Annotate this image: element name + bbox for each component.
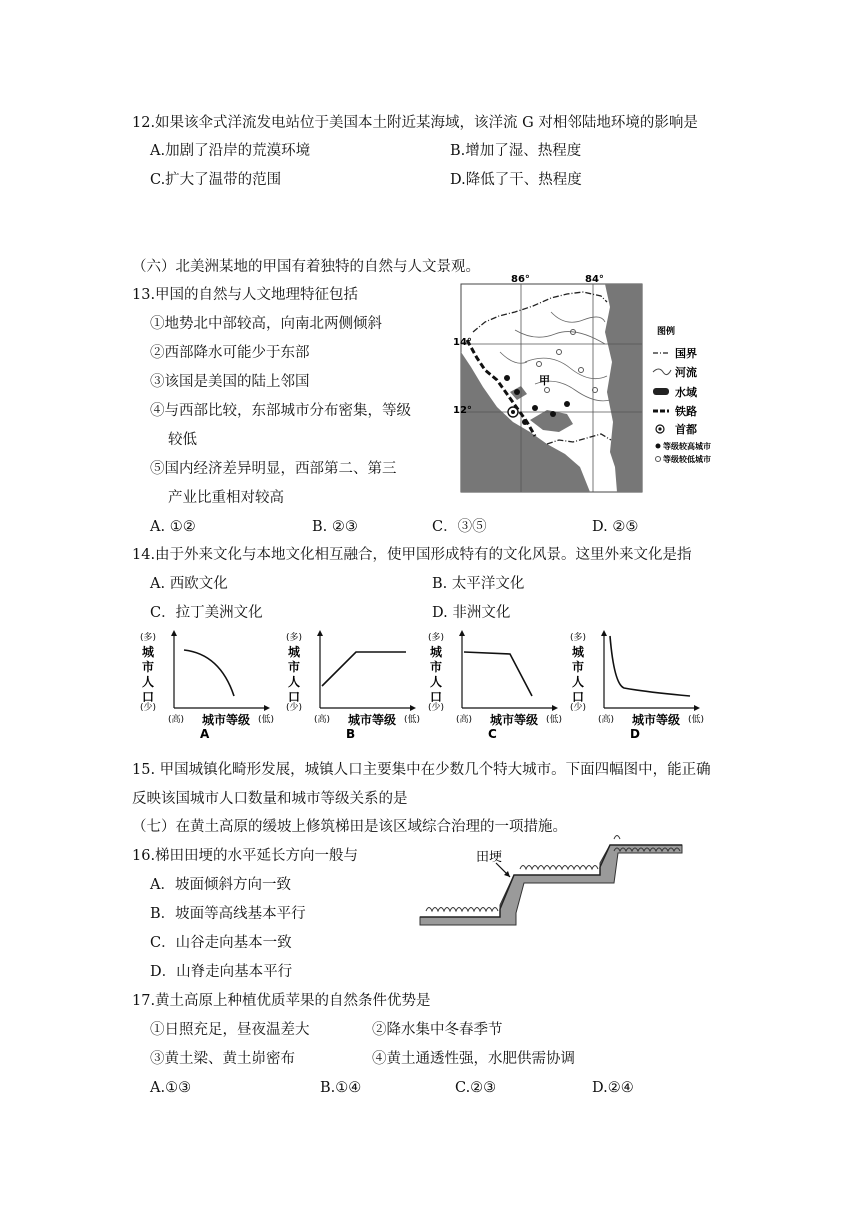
q13-statement-5: ⑤国内经济差异明显，西部第二、第三 xyxy=(150,461,397,477)
q16-option-b: B．坡面等高线基本平行 xyxy=(150,906,306,922)
country-map-figure xyxy=(453,272,711,496)
graph-y-label-char: 人 xyxy=(572,675,585,689)
q16-option-a: A．坡面倾斜方向一致 xyxy=(150,877,291,893)
q13-option-b: B. ②③ xyxy=(312,519,358,535)
q13-statement-1: ①地势北中部较高，向南北两侧倾斜 xyxy=(150,316,382,332)
q12-option-d: D.降低了干、热程度 xyxy=(450,172,582,188)
q17-option-d: D.②④ xyxy=(592,1080,634,1096)
graph-x-label: 城市等级 xyxy=(632,713,681,727)
graph-x-label: 城市等级 xyxy=(202,713,251,727)
graph-y-label-char: 市 xyxy=(288,660,301,674)
graph-y-bottom: (少) xyxy=(570,703,587,713)
q13-statement-3: ③该国是美国的陆上邻国 xyxy=(150,374,310,390)
graph-y-label-char: 市 xyxy=(430,660,443,674)
q16-option-d: D．山脊走向基本平行 xyxy=(150,964,293,980)
q13-statement-2: ②西部降水可能少于东部 xyxy=(150,345,310,361)
q14-option-b: B. 太平洋文化 xyxy=(432,576,525,592)
section-6-intro: （六）北美洲某地的甲国有着独特的自然与人文景观。 xyxy=(132,259,480,275)
legend-river: 河流 xyxy=(675,366,697,379)
graph-y-arrow xyxy=(459,630,465,636)
graph-y-top: (多) xyxy=(570,633,587,643)
graph-curve xyxy=(184,650,234,696)
q17-option-b: B.①④ xyxy=(320,1080,362,1096)
city-population-graphs xyxy=(140,630,710,742)
graph-letter: D xyxy=(630,727,640,741)
map-label-lat-12: 12° xyxy=(453,405,472,416)
graph-x-label: 城市等级 xyxy=(348,713,397,727)
graph-y-label-char: 口 xyxy=(430,690,443,704)
q12-option-c: C.扩大了温带的范围 xyxy=(150,172,282,188)
graph-y-label-char: 人 xyxy=(288,675,301,689)
terrace-profile xyxy=(420,845,682,925)
q13-statement-5-cont: 产业比重相对较高 xyxy=(168,490,284,506)
q17-option-c: C.②③ xyxy=(455,1080,497,1096)
q17-statement-4: ④黄土通透性强，水肥供需协调 xyxy=(372,1051,575,1067)
graph-x-left: (高) xyxy=(168,715,185,725)
q13-statement-4: ④与西部比较，东部城市分布密集，等级 xyxy=(150,403,411,419)
graph-letter: B xyxy=(346,727,356,741)
q13-option-d: D. ②⑤ xyxy=(592,519,639,535)
graph-y-label-char: 市 xyxy=(572,660,585,674)
q17-statement-2: ②降水集中冬春季节 xyxy=(372,1022,503,1038)
graph-x-left: (高) xyxy=(598,715,615,725)
q17-stem: 17.黄土高原上种植优质苹果的自然条件优势是 xyxy=(132,993,431,1009)
map-legend xyxy=(653,325,711,464)
graph-y-label-char: 城 xyxy=(142,645,155,659)
graph-x-arrow xyxy=(410,705,416,711)
graph-y-arrow xyxy=(171,630,177,636)
graph-c xyxy=(428,630,562,741)
graph-curve xyxy=(610,636,690,696)
graph-y-label-char: 人 xyxy=(430,675,443,689)
graph-y-label-char: 口 xyxy=(288,690,301,704)
graph-x-left: (高) xyxy=(314,715,331,725)
q12-option-a: A.加剧了沿岸的荒漠环境 xyxy=(150,143,311,159)
section-7-intro: （七）在黄土高原的缓坡上修筑梯田是该区域综合治理的一项措施。 xyxy=(132,819,567,835)
legend-capital: 首都 xyxy=(675,423,697,436)
graph-x-right: (低) xyxy=(258,715,275,725)
q15-stem-line2: 反映该国城市人口数量和城市等级关系的是 xyxy=(132,791,408,807)
legend-water: 水域 xyxy=(675,386,697,399)
q14-stem: 14.由于外来文化与本地文化相互融合，使甲国形成特有的文化风景。这里外来文化是指 xyxy=(132,547,692,563)
q15-stem-line1: 15. 甲国城镇化畸形发展，城镇人口主要集中在少数几个特大城市。下面四幅图中，能正确 xyxy=(132,762,711,778)
graph-x-left: (高) xyxy=(456,715,473,725)
graph-x-right: (低) xyxy=(688,715,705,725)
graph-y-label-char: 城 xyxy=(430,645,443,659)
graph-y-label-char: 人 xyxy=(142,675,155,689)
q14-option-d: D. 非洲文化 xyxy=(432,605,511,621)
graph-y-label-char: 口 xyxy=(572,690,585,704)
graph-b xyxy=(286,630,420,741)
graph-y-label-char: 口 xyxy=(142,690,155,704)
map-label-lat-14: 14° xyxy=(453,337,472,348)
q13-option-a: A. ①② xyxy=(150,519,196,535)
graph-y-top: (多) xyxy=(140,633,157,643)
terrace-label: 田埂 xyxy=(476,850,503,865)
q17-statement-1: ①日照充足，昼夜温差大 xyxy=(150,1022,310,1038)
graph-d xyxy=(570,630,704,741)
q13-option-c: C．③⑤ xyxy=(432,519,487,535)
graph-y-bottom: (少) xyxy=(286,703,303,713)
graph-y-label-char: 城 xyxy=(288,645,301,659)
q16-option-c: C．山谷走向基本一致 xyxy=(150,935,292,951)
map-label-lon-86: 86° xyxy=(511,274,530,285)
graph-letter: C xyxy=(488,727,497,741)
q13-statement-4-cont: 较低 xyxy=(168,432,197,448)
q12-option-b: B.增加了湿、热程度 xyxy=(450,143,582,159)
graph-curve xyxy=(322,652,406,686)
q16-stem: 16.梯田田埂的水平延长方向一般与 xyxy=(132,848,359,864)
q17-statement-3: ③黄土梁、黄土峁密布 xyxy=(150,1051,295,1067)
graph-y-top: (多) xyxy=(428,633,445,643)
graph-y-arrow xyxy=(601,630,607,636)
graph-curve xyxy=(464,652,532,696)
graph-y-label-char: 城 xyxy=(572,645,585,659)
graph-x-label: 城市等级 xyxy=(490,713,539,727)
graph-x-right: (低) xyxy=(404,715,421,725)
q13-stem: 13.甲国的自然与人文地理特征包括 xyxy=(132,287,359,303)
graph-y-arrow xyxy=(317,630,323,636)
legend-title: 图例 xyxy=(657,327,676,337)
graph-y-bottom: (少) xyxy=(428,703,445,713)
legend-border: 国界 xyxy=(675,347,697,360)
graph-x-arrow xyxy=(552,705,558,711)
graph-x-arrow xyxy=(264,705,270,711)
graph-letter: A xyxy=(200,727,210,741)
q14-option-c: C．拉丁美洲文化 xyxy=(150,605,263,621)
q12-stem: 12.如果该伞式洋流发电站位于美国本土附近某海域，该洋流 G 对相邻陆地环境的影响是 xyxy=(132,115,698,131)
map-label-country: 甲 xyxy=(539,374,550,387)
graph-a xyxy=(140,630,274,741)
graph-x-right: (低) xyxy=(546,715,563,725)
legend-minor-city: 等级较低城市 xyxy=(663,455,711,464)
q17-option-a: A.①③ xyxy=(150,1080,192,1096)
legend-railway: 铁路 xyxy=(675,405,697,418)
graph-y-label-char: 市 xyxy=(142,660,155,674)
graph-y-bottom: (少) xyxy=(140,703,157,713)
graph-y-top: (多) xyxy=(286,633,303,643)
map-label-lon-84: 84° xyxy=(585,274,604,285)
graph-x-arrow xyxy=(694,705,700,711)
terrace-figure xyxy=(420,845,690,925)
legend-major-city: 等级较高城市 xyxy=(663,442,711,451)
q14-option-a: A. 西欧文化 xyxy=(150,576,228,592)
